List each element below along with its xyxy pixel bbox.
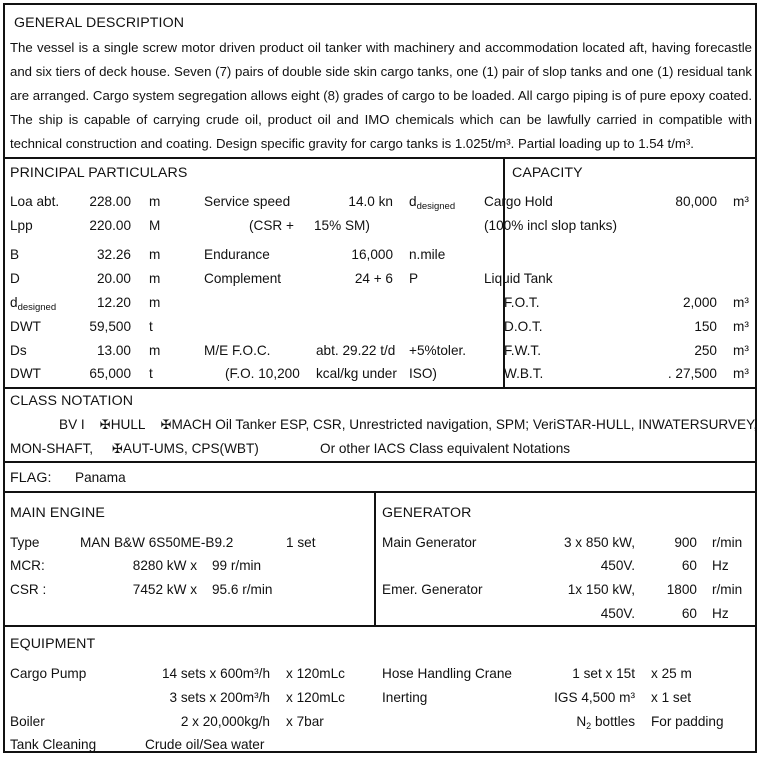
maltese-cross-icon: ✠	[99, 417, 111, 432]
emergency-generator-rpm-unit: r/min	[712, 582, 743, 597]
nitrogen-bottles-text: bottles	[591, 714, 635, 729]
dwt-label-1: DWT	[10, 319, 41, 334]
fo-condition-close: ISO)	[409, 366, 437, 381]
d-designed-value: 12.20	[96, 295, 131, 310]
d-label: D	[10, 271, 20, 286]
fo-condition-open: (F.O. 10,200	[225, 366, 300, 381]
foc-tolerance: +5%toler.	[409, 343, 467, 358]
maltese-cross-icon: ✠	[160, 417, 172, 432]
wbt-label: W.B.T.	[504, 366, 544, 381]
principal-heading: PRINCIPAL PARTICULARS	[10, 165, 188, 181]
nitrogen-purpose: For padding	[651, 714, 724, 729]
tank-cleaning-value: Crude oil/Sea water	[145, 737, 265, 752]
dwt-label-2: DWT	[10, 366, 41, 381]
fwt-unit: m³	[733, 343, 749, 358]
main-generator-frequency: 60	[681, 558, 697, 573]
fot-label: F.O.T.	[504, 295, 540, 310]
mcr-speed: 99 r/min	[212, 558, 262, 573]
fo-condition-mid: kcal/kg under	[316, 366, 397, 381]
speed-condition-letter: d	[409, 194, 417, 209]
general-description	[10, 36, 752, 156]
general-line-1: The vessel is a single screw motor driven product oil tanker with machinery and accommodation located aft, having forecastle	[10, 40, 752, 55]
class-line-1	[59, 417, 757, 433]
general-line-4: The ship is capable of carrying crude oil, product oil and IMO chemicals which can be lawfully carried in compatible with	[10, 112, 752, 127]
speed-label: Service speed	[204, 194, 291, 209]
tank-cleaning-label: Tank Cleaning	[10, 737, 97, 752]
mcr-label: MCR:	[10, 558, 45, 573]
mcr-power: 8280 kW x	[132, 558, 197, 573]
cargo-pump-1-capacity-text: 14 sets x 600m³/h	[161, 666, 270, 681]
divider-flag	[5, 491, 755, 493]
engine-quantity: 1 set	[286, 535, 316, 550]
class-register: BV I	[59, 417, 85, 432]
dot-label: D.O.T.	[504, 319, 543, 334]
fwt-label: F.W.T.	[504, 343, 542, 358]
d-designed-label	[10, 295, 56, 311]
cargo-pump-1-capacity	[125, 666, 270, 682]
d-designed-sub: designed	[17, 302, 57, 313]
inerting-quantity: x 1 set	[651, 690, 692, 705]
hose-crane-label: Hose Handling Crane	[382, 666, 512, 681]
endurance-unit: n.mile	[409, 247, 446, 262]
class-equivalent: Or other IACS Class equivalent Notations	[320, 441, 571, 456]
maltese-cross-icon: ✠	[111, 441, 123, 456]
nitrogen-bottles	[515, 714, 635, 730]
divider-class	[5, 461, 755, 463]
generator-heading: GENERATOR	[382, 505, 472, 521]
complement-unit: P	[409, 271, 419, 286]
main-generator-rpm-unit: r/min	[712, 535, 743, 550]
cargo-pump-2-capacity: 3 sets x 200m³/h	[169, 690, 270, 705]
dot-value: 150	[694, 319, 717, 334]
general-heading: GENERAL DESCRIPTION	[14, 15, 185, 31]
dwt-unit-1: t	[149, 319, 153, 334]
csr-label: CSR :	[10, 582, 47, 597]
complement-label: Complement	[204, 271, 282, 286]
cargo-hold-note: (100% incl slop tanks)	[484, 218, 617, 233]
cargo-pump-label: Cargo Pump	[10, 666, 87, 681]
nitrogen-symbol: N	[576, 714, 587, 729]
foc-value: abt. 29.22 t/d	[316, 343, 396, 358]
general-line-3: are arranged. Cargo system segregation allows eight (8) grades of cargo to be loaded. All cargo piping is of pure epoxy coated.	[10, 88, 752, 103]
class-mon-shaft: MON-SHAFT,	[10, 441, 94, 456]
loa-value: 228.00	[89, 194, 131, 209]
cargo-hold-value: 80,000	[675, 194, 717, 209]
wbt-value: . 27,500	[667, 366, 717, 381]
loa-unit: m	[149, 194, 161, 209]
divider-general	[5, 157, 755, 159]
fot-value: 2,000	[682, 295, 717, 310]
complement-value: 24 + 6	[354, 271, 393, 286]
capacity-heading: CAPACITY	[512, 165, 583, 181]
hose-crane-capacity: 1 set x 15t	[572, 666, 635, 681]
general-line-5: technical construction and coating. Design specific gravity for cargo tanks is 1.025t/m³. Partial loading up to 1.54 t/m³.	[10, 136, 694, 151]
foc-label: M/E F.O.C.	[204, 343, 271, 358]
cargo-hold-label: Cargo Hold	[484, 194, 553, 209]
dwt-value-1: 59,500	[89, 319, 131, 334]
class-mach: MACH Oil Tanker ESP, CSR, Unrestricted navigation, SPM; VeriSTAR-HULL, INWATERSURVEY,	[171, 417, 758, 432]
specification-sheet	[3, 3, 757, 753]
dwt-value-2: 65,000	[89, 366, 131, 381]
boiler-capacity: 2 x 20,000kg/h	[180, 714, 270, 729]
lpp-label: Lpp	[10, 218, 33, 233]
engine-type-value: MAN B&W 6S50ME-B9.2	[80, 535, 234, 550]
b-label: B	[10, 247, 20, 262]
cargo-hold-unit: m³	[733, 194, 749, 209]
flag-value: Panama	[75, 470, 126, 485]
divider-principal	[5, 387, 755, 389]
main-generator-power: 3 x 850 kW,	[563, 535, 635, 550]
csr-speed: 95.6 r/min	[212, 582, 273, 597]
class-aut-ums: AUT-UMS, CPS(WBT)	[122, 441, 259, 456]
engine-type-label: Type	[10, 535, 40, 550]
equipment-heading: EQUIPMENT	[10, 636, 96, 652]
speed-value: 14.0 kn	[348, 194, 393, 209]
lpp-value: 220.00	[89, 218, 131, 233]
general-line-2: and six tiers of deck house. Seven (7) pairs of double side skin cargo tanks, one (1) pair of slop tanks and one (1) residual tank	[10, 64, 752, 79]
cargo-pump-1-head: x 120mLc	[286, 666, 345, 681]
inerting-label: Inerting	[382, 690, 428, 705]
csr-power: 7452 kW x	[132, 582, 197, 597]
class-hull: HULL	[110, 417, 146, 432]
main-engine-heading: MAIN ENGINE	[10, 505, 105, 521]
fot-unit: m³	[733, 295, 749, 310]
dot-unit: m³	[733, 319, 749, 334]
boiler-pressure: x 7bar	[286, 714, 324, 729]
emergency-generator-rpm: 1800	[666, 582, 697, 597]
loa-label: Loa abt.	[10, 194, 60, 209]
hose-crane-reach: x 25 m	[651, 666, 692, 681]
main-generator-frequency-unit: Hz	[712, 558, 729, 573]
lpp-unit: M	[149, 218, 161, 233]
d-designed-unit: m	[149, 295, 161, 310]
csr-margin-open: (CSR +	[249, 218, 294, 233]
inerting-value: IGS 4,500 m³	[554, 690, 635, 705]
speed-condition-sub: designed	[416, 201, 456, 212]
boiler-label: Boiler	[10, 714, 45, 729]
emergency-generator-power: 1x 150 kW,	[567, 582, 635, 597]
dwt-unit-2: t	[149, 366, 153, 381]
divider-engine	[5, 625, 755, 627]
main-generator-label: Main Generator	[382, 535, 477, 550]
liquid-tank-label: Liquid Tank	[484, 271, 553, 286]
emergency-generator-frequency-unit: Hz	[712, 606, 729, 621]
wbt-unit: m³	[733, 366, 749, 381]
d-unit: m	[149, 271, 161, 286]
main-generator-voltage: 450V.	[600, 558, 635, 573]
main-generator-rpm: 900	[674, 535, 697, 550]
ds-label: Ds	[10, 343, 27, 358]
b-unit: m	[149, 247, 161, 262]
divider-generator	[374, 491, 376, 625]
class-line-2	[10, 441, 259, 457]
fwt-value: 250	[694, 343, 717, 358]
nitrogen-subscript: 2	[586, 721, 592, 731]
endurance-value: 16,000	[351, 247, 393, 262]
emergency-generator-voltage: 450V.	[600, 606, 635, 621]
ds-value: 13.00	[96, 343, 131, 358]
speed-condition	[409, 194, 455, 210]
b-value: 32.26	[96, 247, 131, 262]
emergency-generator-label: Emer. Generator	[382, 582, 483, 597]
ds-unit: m	[149, 343, 161, 358]
d-designed-letter: d	[10, 295, 18, 310]
csr-margin-close: 15% SM)	[314, 218, 370, 233]
d-value: 20.00	[96, 271, 131, 286]
flag-label: FLAG:	[10, 470, 52, 486]
endurance-label: Endurance	[204, 247, 270, 262]
class-heading: CLASS NOTATION	[10, 393, 134, 409]
emergency-generator-frequency: 60	[681, 606, 697, 621]
cargo-pump-2-head: x 120mLc	[286, 690, 345, 705]
